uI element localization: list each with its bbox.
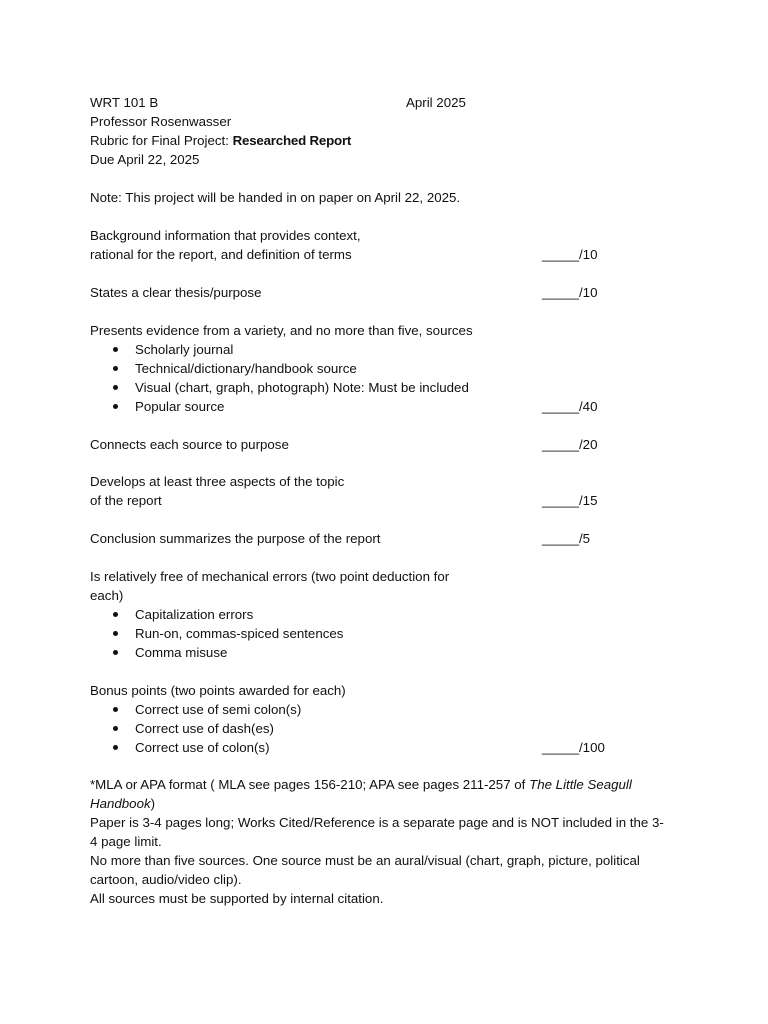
bullet-icon bbox=[113, 707, 118, 712]
score-blank: _____/15 bbox=[542, 493, 598, 508]
criterion-text: Conclusion summarizes the purpose of the report bbox=[90, 531, 381, 546]
header-block bbox=[90, 93, 466, 169]
criterion-thesis bbox=[90, 283, 598, 302]
bonus-list bbox=[90, 700, 605, 757]
submission-note: Note: This project will be handed in on paper on April 22, 2025. bbox=[90, 190, 461, 205]
total-score-blank: _____/100 bbox=[542, 740, 605, 755]
criterion-conclusion bbox=[90, 529, 591, 548]
bullet-icon bbox=[113, 745, 118, 750]
score-blank: _____/20 bbox=[542, 437, 598, 452]
bullet-icon bbox=[113, 347, 118, 352]
due-date: Due April 22, 2025 bbox=[90, 152, 200, 167]
score-blank: _____/10 bbox=[542, 247, 598, 262]
rubric-prefix: Rubric for Final Project: bbox=[90, 133, 233, 148]
criterion-text: of the report bbox=[90, 493, 162, 508]
list-item: Popular source _____/40 bbox=[90, 397, 473, 416]
bullet-icon bbox=[113, 631, 118, 636]
handbook-title-line1: The Little Seagull bbox=[529, 777, 632, 792]
bullet-icon bbox=[113, 612, 118, 617]
criterion-evidence bbox=[90, 321, 598, 416]
bullet-icon bbox=[113, 404, 118, 409]
score-blank: _____/10 bbox=[542, 285, 598, 300]
header-date: April 2025 bbox=[406, 95, 466, 110]
list-item: Run-on, commas-spiced sentences bbox=[90, 624, 449, 643]
criterion-text: Develops at least three aspects of the topic bbox=[90, 474, 345, 489]
citation-note: All sources must be supported by internal citation. bbox=[90, 891, 384, 906]
handbook-title-line2: Handbook bbox=[90, 796, 151, 811]
sources-note-cont: cartoon, audio/video clip). bbox=[90, 872, 242, 887]
criterion-connects bbox=[90, 435, 598, 454]
professor-name: Professor Rosenwasser bbox=[90, 114, 232, 129]
bullet-icon bbox=[113, 650, 118, 655]
evidence-list bbox=[90, 340, 598, 416]
rubric-title: Researched Report bbox=[232, 133, 352, 148]
sources-note: No more than five sources. One source must be an aural/visual (chart, graph, picture, political bbox=[90, 853, 640, 868]
list-item: Scholarly journal bbox=[90, 340, 473, 359]
criterion-text: States a clear thesis/purpose bbox=[90, 285, 262, 300]
format-note-close: ) bbox=[150, 796, 156, 811]
list-item: Capitalization errors bbox=[90, 605, 449, 624]
criterion-develops bbox=[90, 472, 598, 510]
list-item: Technical/dictionary/handbook source bbox=[90, 359, 473, 378]
list-item: Visual (chart, graph, photograph) Note: Must be included bbox=[90, 378, 473, 397]
format-note: *MLA or APA format ( MLA see pages 156-210; APA see pages 211-257 of bbox=[90, 777, 530, 792]
score-blank: _____/40 bbox=[542, 399, 598, 414]
course-code: WRT 101 B bbox=[90, 95, 159, 110]
list-item: Comma misuse bbox=[90, 643, 449, 662]
mechanical-list bbox=[90, 605, 449, 662]
criterion-text: Presents evidence from a variety, and no more than five, sources bbox=[90, 323, 473, 338]
criterion-background bbox=[90, 226, 598, 264]
criterion-text: Background information that provides context, bbox=[90, 228, 361, 243]
criterion-bonus bbox=[90, 681, 605, 757]
bullet-icon bbox=[113, 385, 118, 390]
score-blank: _____/5 bbox=[542, 531, 591, 546]
criterion-text: Is relatively free of mechanical errors (two point deduction for bbox=[90, 569, 450, 584]
criterion-mechanical bbox=[90, 567, 449, 662]
length-note-cont: 4 page limit. bbox=[90, 834, 162, 849]
list-item: Correct use of semi colon(s) bbox=[90, 700, 346, 719]
criterion-text: Connects each source to purpose bbox=[90, 437, 289, 452]
list-item: Correct use of dash(es) bbox=[90, 719, 346, 738]
footer-notes bbox=[90, 775, 680, 908]
bullet-icon bbox=[113, 726, 118, 731]
note-block bbox=[90, 188, 460, 207]
criterion-text: each) bbox=[90, 588, 124, 603]
bullet-icon bbox=[113, 366, 118, 371]
criterion-text: rational for the report, and definition of terms bbox=[90, 247, 352, 262]
list-item: Correct use of colon(s) _____/100 bbox=[90, 738, 346, 757]
criterion-text: Bonus points (two points awarded for each) bbox=[90, 683, 346, 698]
length-note: Paper is 3-4 pages long; Works Cited/Reference is a separate page and is NOT included in the 3- bbox=[90, 815, 664, 830]
